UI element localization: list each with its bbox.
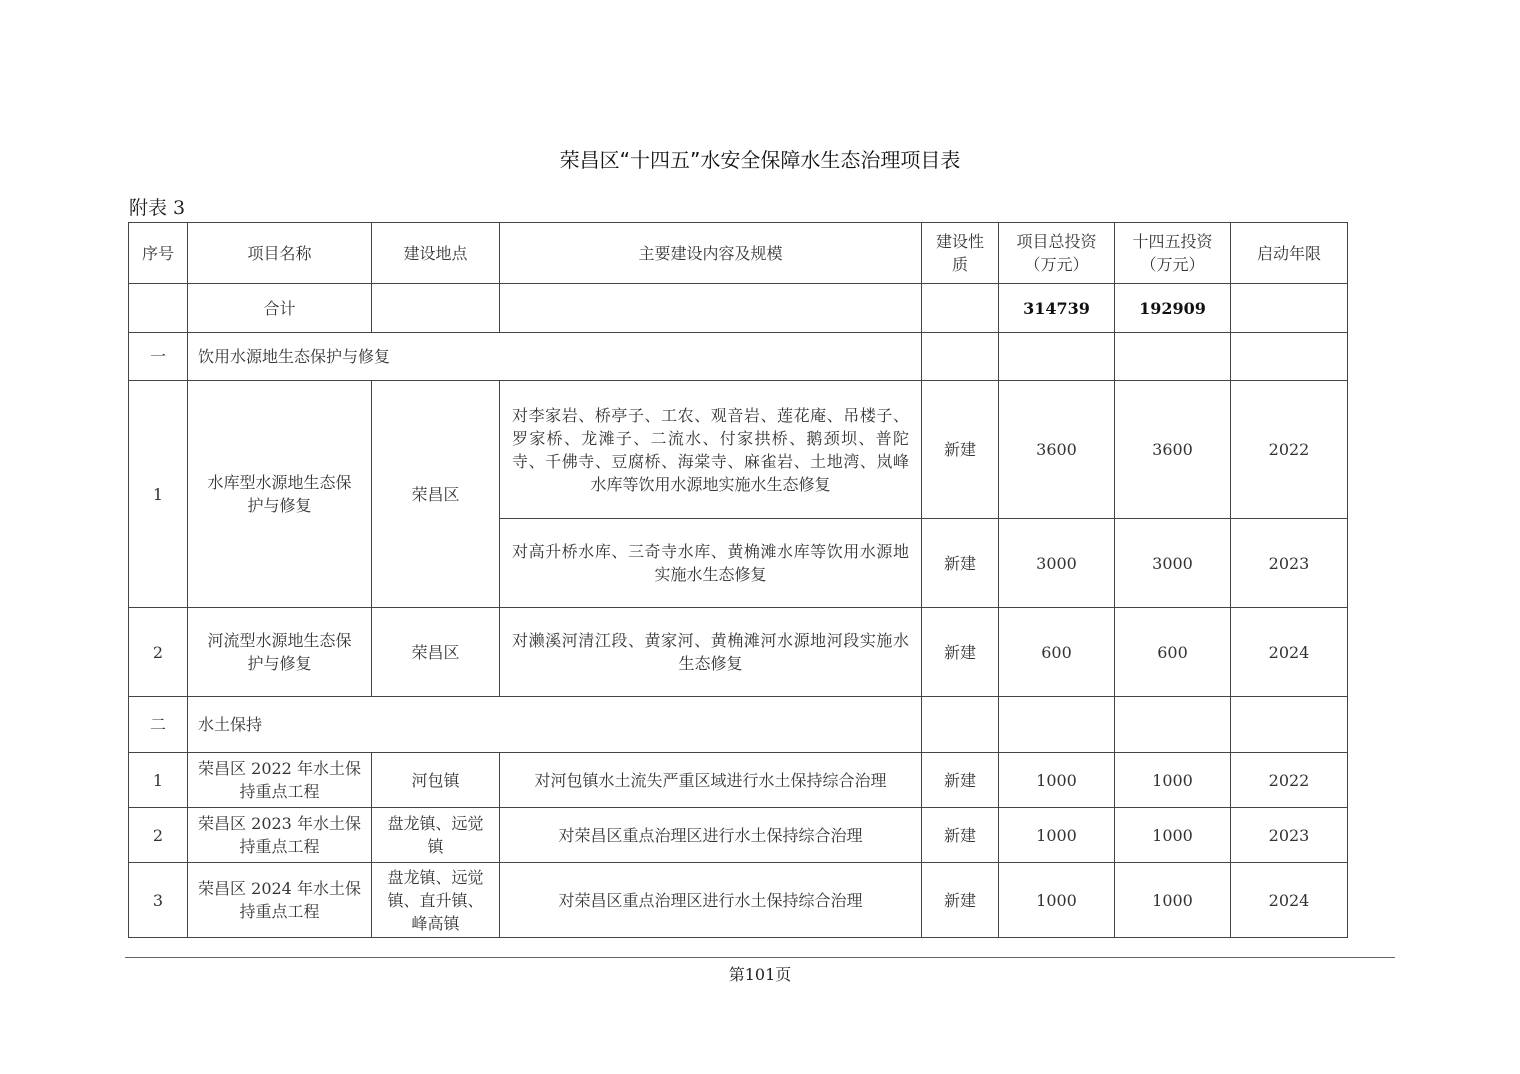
table-row xyxy=(129,753,1348,808)
row-plan-invest: 1000 xyxy=(1115,863,1231,938)
total-row xyxy=(129,284,1348,333)
row-seq: 3 xyxy=(129,863,188,938)
row-seq: 2 xyxy=(129,608,188,697)
row-nature: 新建 xyxy=(922,519,999,608)
table-row xyxy=(129,608,1348,697)
row-plan-invest: 3000 xyxy=(1115,519,1231,608)
row-location: 盘龙镇、远觉镇 xyxy=(372,808,500,863)
total-invest-sum: 314739 xyxy=(999,284,1115,333)
total-label: 合计 xyxy=(188,284,372,333)
section-seq: 一 xyxy=(129,333,188,381)
table-row xyxy=(129,808,1348,863)
header-name: 项目名称 xyxy=(188,223,372,284)
row-name: 荣昌区 2022 年水土保持重点工程 xyxy=(188,753,372,808)
row-start-year: 2023 xyxy=(1231,808,1348,863)
header-content: 主要建设内容及规模 xyxy=(500,223,922,284)
row-name: 荣昌区 2024 年水土保持重点工程 xyxy=(188,863,372,938)
row-total-invest: 600 xyxy=(999,608,1115,697)
row-start-year: 2022 xyxy=(1231,381,1348,519)
row-total-invest: 3600 xyxy=(999,381,1115,519)
row-plan-invest: 600 xyxy=(1115,608,1231,697)
header-plan-invest: 十四五投资（万元） xyxy=(1115,223,1231,284)
page-title: 荣昌区“十四五”水安全保障水生态治理项目表 xyxy=(559,148,961,172)
row-plan-invest: 3600 xyxy=(1115,381,1231,519)
row-seq: 1 xyxy=(129,753,188,808)
section-title: 饮用水源地生态保护与修复 xyxy=(188,333,922,381)
header-location: 建设地点 xyxy=(372,223,500,284)
section-row xyxy=(129,333,1348,381)
header-seq: 序号 xyxy=(129,223,188,284)
row-name: 荣昌区 2023 年水土保持重点工程 xyxy=(188,808,372,863)
row-content: 对高升桥水库、三奇寺水库、黄桷滩水库等饮用水源地实施水生态修复 xyxy=(500,519,922,608)
row-seq: 2 xyxy=(129,808,188,863)
row-start-year: 2022 xyxy=(1231,753,1348,808)
row-content: 对荣昌区重点治理区进行水土保持综合治理 xyxy=(500,808,922,863)
row-name: 河流型水源地生态保护与修复 xyxy=(188,608,372,697)
row-location: 荣昌区 xyxy=(372,608,500,697)
row-start-year: 2023 xyxy=(1231,519,1348,608)
section-seq: 二 xyxy=(129,697,188,753)
table-row xyxy=(129,863,1348,938)
row-location: 荣昌区 xyxy=(372,381,500,608)
row-start-year: 2024 xyxy=(1231,608,1348,697)
appendix-label: 附表 3 xyxy=(129,197,186,219)
row-name: 水库型水源地生态保护与修复 xyxy=(188,381,372,608)
project-table xyxy=(128,222,1348,938)
table-row xyxy=(129,381,1348,519)
row-total-invest: 1000 xyxy=(999,808,1115,863)
row-content: 对河包镇水土流失严重区域进行水土保持综合治理 xyxy=(500,753,922,808)
row-total-invest: 1000 xyxy=(999,753,1115,808)
row-nature: 新建 xyxy=(922,863,999,938)
header-row xyxy=(129,223,1348,284)
row-start-year: 2024 xyxy=(1231,863,1348,938)
header-total-invest: 项目总投资（万元） xyxy=(999,223,1115,284)
section-row xyxy=(129,697,1348,753)
row-nature: 新建 xyxy=(922,808,999,863)
row-plan-invest: 1000 xyxy=(1115,753,1231,808)
row-nature: 新建 xyxy=(922,608,999,697)
row-total-invest: 3000 xyxy=(999,519,1115,608)
row-seq: 1 xyxy=(129,381,188,608)
row-content: 对荣昌区重点治理区进行水土保持综合治理 xyxy=(500,863,922,938)
row-content: 对濑溪河清江段、黄家河、黄桷滩河水源地河段实施水生态修复 xyxy=(500,608,922,697)
row-nature: 新建 xyxy=(922,753,999,808)
row-location: 盘龙镇、远觉镇、直升镇、峰高镇 xyxy=(372,863,500,938)
page-number: 第101页 xyxy=(728,965,792,984)
section-title: 水土保持 xyxy=(188,697,922,753)
header-start-year: 启动年限 xyxy=(1231,223,1348,284)
header-nature: 建设性质 xyxy=(922,223,999,284)
row-total-invest: 1000 xyxy=(999,863,1115,938)
row-location: 河包镇 xyxy=(372,753,500,808)
plan-invest-sum: 192909 xyxy=(1115,284,1231,333)
row-plan-invest: 1000 xyxy=(1115,808,1231,863)
row-content: 对李家岩、桥亭子、工农、观音岩、莲花庵、吊楼子、罗家桥、龙滩子、二流水、付家拱桥、鹅颈坝、普陀寺、千佛寺、豆腐桥、海棠寺、麻雀岩、土地湾、岚峰水库等饮用水源地实施水生态修复 xyxy=(500,381,922,519)
footer-divider xyxy=(125,957,1395,958)
row-nature: 新建 xyxy=(922,381,999,519)
